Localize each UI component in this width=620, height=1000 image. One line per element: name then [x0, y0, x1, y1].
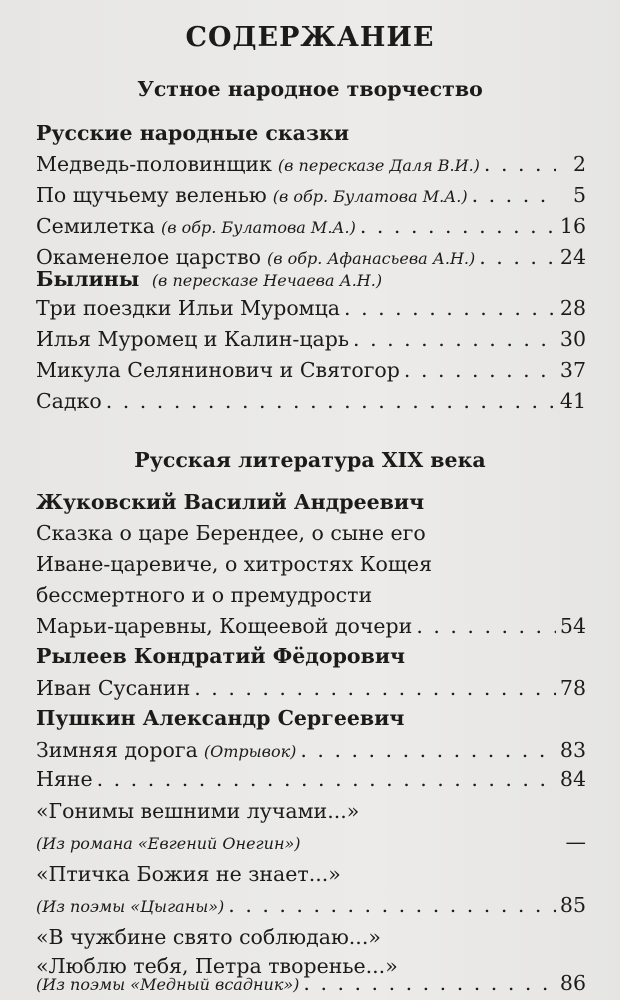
leader-dots — [97, 764, 556, 794]
leader-dots — [300, 735, 556, 765]
toc-entry[interactable] — [36, 827, 586, 857]
leader-dots — [106, 386, 556, 416]
entry-title: Микула Селянинович и Святогор — [36, 358, 400, 382]
leader-dots — [303, 968, 555, 998]
author-heading: Жуковский Василий Андреевич — [36, 490, 425, 514]
toc-entry[interactable] — [36, 324, 586, 354]
entry-title-line[interactable]: Сказка о царе Берендее, о сыне его — [36, 521, 426, 545]
entry-page: 86 — [559, 971, 586, 995]
leader-dots — [404, 355, 556, 385]
group-heading-byliny — [36, 264, 586, 294]
leader-dots — [228, 890, 556, 920]
section-heading-folk: Устное народное творчество — [137, 77, 483, 101]
toc-entry[interactable] — [36, 764, 586, 794]
group-heading-tales: Русские народные сказки — [36, 121, 350, 145]
entry-page: 5 — [572, 183, 586, 207]
entry-title-line[interactable]: «В чужбине свято соблюдаю...» — [36, 925, 381, 949]
entry-note: (в обр. Булатова М.А.) — [160, 218, 356, 237]
group-note: (в пересказе Нечаева А.Н.) — [151, 271, 383, 290]
section-heading-19th-century: Русская литература XIX века — [134, 448, 486, 472]
toc-entry[interactable] — [36, 673, 586, 703]
toc-entry[interactable] — [36, 735, 586, 765]
entry-title: Иван Сусанин — [36, 676, 191, 700]
leader-dots — [353, 324, 556, 354]
entry-page: 24 — [559, 245, 586, 269]
entry-page: 85 — [559, 893, 586, 917]
leader-dots — [416, 611, 556, 641]
toc-entry[interactable] — [36, 386, 586, 416]
entry-page: 41 — [559, 389, 586, 413]
toc-entry[interactable] — [36, 611, 586, 641]
entry-page: 2 — [572, 152, 586, 176]
entry-page: 16 — [559, 214, 586, 238]
entry-source: (Из поэмы «Цыганы») — [36, 897, 225, 916]
toc-entry[interactable] — [36, 149, 586, 179]
entry-note: (в обр. Афанасьева А.Н.) — [266, 249, 476, 268]
entry-page: 84 — [559, 767, 586, 791]
toc-entry[interactable] — [36, 968, 586, 998]
entry-page: 83 — [559, 738, 586, 762]
entry-title: Окаменелое царство — [36, 245, 261, 269]
entry-title-line[interactable]: бессмертного и о премудрости — [36, 583, 373, 607]
entry-title-line[interactable]: Иване-царевиче, о хитростях Кощея — [36, 552, 432, 576]
entry-page: 78 — [559, 676, 586, 700]
entry-page: — — [565, 830, 586, 854]
entry-title: Медведь-половинщик — [36, 152, 272, 176]
leader-dots — [344, 293, 556, 323]
entry-title: Илья Муромец и Калин-царь — [36, 327, 350, 351]
entry-source: (Из романа «Евгений Онегин») — [36, 834, 301, 853]
leader-dots — [484, 149, 556, 179]
leader-dots — [472, 180, 556, 210]
leader-dots — [194, 673, 556, 703]
entry-title: Марьи-царевны, Кощеевой дочери — [36, 614, 413, 638]
page-title: СОДЕРЖАНИЕ — [185, 22, 435, 53]
entry-title: Садко — [36, 389, 102, 413]
entry-title-line[interactable]: «Гонимы вешними лучами...» — [36, 799, 360, 823]
entry-title-line[interactable]: «Люблю тебя, Петра творенье...» — [36, 954, 398, 978]
entry-note: (в пересказе Даля В.И.) — [277, 156, 480, 175]
toc-entry[interactable] — [36, 293, 586, 323]
entry-title: По щучьему веленью — [36, 183, 267, 207]
entry-title: Семилетка — [36, 214, 155, 238]
author-heading: Пушкин Александр Сергеевич — [36, 706, 405, 730]
entry-page: 37 — [559, 358, 586, 382]
entry-page: 54 — [559, 614, 586, 638]
entry-page: 28 — [559, 296, 586, 320]
group-title: Былины — [36, 267, 140, 291]
entry-title: Зимняя дорога — [36, 738, 198, 762]
entry-title: Няне — [36, 767, 93, 791]
toc-entry[interactable] — [36, 355, 586, 385]
leader-dots — [360, 211, 556, 241]
entry-title-line[interactable]: «Птичка Божия не знает...» — [36, 862, 341, 886]
entry-note: (в обр. Булатова М.А.) — [272, 187, 468, 206]
toc-entry[interactable] — [36, 180, 586, 210]
entry-page: 30 — [559, 327, 586, 351]
entry-title: Три поездки Ильи Муромца — [36, 296, 341, 320]
entry-note: (Отрывок) — [203, 742, 297, 761]
toc-entry[interactable] — [36, 890, 586, 920]
author-heading: Рылеев Кондратий Фёдорович — [36, 644, 406, 668]
entry-source: (Из поэмы «Медный всадник») — [36, 975, 300, 994]
toc-entry[interactable] — [36, 211, 586, 241]
